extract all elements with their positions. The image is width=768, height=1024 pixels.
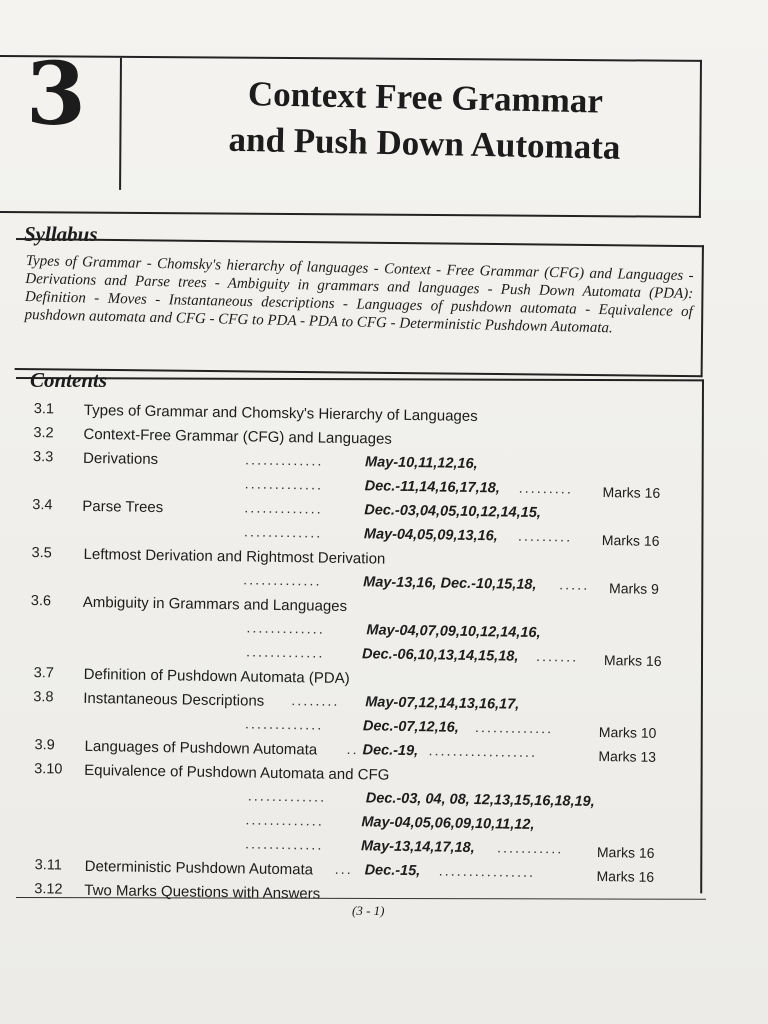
- leader-dots: .....: [559, 577, 590, 594]
- toc-marks: Marks 16: [596, 867, 655, 885]
- toc-title: Parse Trees: [82, 497, 164, 517]
- toc-marks: Marks 16: [603, 652, 662, 669]
- leader-dots: .............: [244, 836, 324, 854]
- toc-dates: Dec.-15,: [364, 862, 421, 880]
- toc-dates: May-04,05,09,13,16,: [363, 526, 498, 545]
- toc-dates: May-13,16, Dec.-10,15,18,: [363, 574, 537, 593]
- chapter-title-line1: Context Free Grammar: [247, 74, 604, 121]
- leader-dots: .............: [244, 476, 324, 494]
- leader-dots: ................: [438, 863, 536, 881]
- toc-title: Context-Free Grammar (CFG) and Languages: [83, 425, 393, 448]
- toc-number: 3.8: [33, 689, 54, 706]
- toc-number: 3.10: [34, 761, 63, 778]
- toc-number: 3.1: [33, 401, 55, 418]
- toc-dates: Dec.-06,10,13,14,15,18,: [361, 646, 519, 665]
- toc-marks: Marks 10: [598, 723, 657, 741]
- toc-dates: May-04,05,06,09,10,11,12,: [361, 814, 535, 833]
- toc-dates: Dec.-11,14,16,17,18,: [364, 478, 500, 497]
- toc-marks: Marks 16: [596, 843, 655, 861]
- toc-dates: May-13,14,17,18,: [360, 838, 475, 857]
- leader-dots: .............: [244, 452, 324, 470]
- leader-dots: .........: [517, 528, 573, 546]
- chapter-title-line2: and Push Down Automata: [228, 119, 621, 167]
- toc-title: Deterministic Pushdown Automata: [84, 857, 314, 879]
- toc-title: Two Marks Questions with Answers: [84, 881, 321, 903]
- toc-marks: Marks 16: [602, 484, 661, 501]
- toc-title: Leftmost Derivation and Rightmost Derivation: [83, 545, 386, 568]
- leader-dots: .............: [246, 620, 325, 638]
- chapter-number: 3: [26, 44, 86, 145]
- toc-number: 3.6: [30, 593, 52, 610]
- toc-title: Types of Grammar and Chomsky's Hierarchy of Languages: [83, 401, 478, 426]
- leader-dots: ...........: [496, 840, 564, 858]
- toc-title: Instantaneous Descriptions: [83, 689, 265, 710]
- page-number: (3 - 1): [352, 903, 385, 918]
- toc-title: Definition of Pushdown Automata (PDA): [83, 665, 350, 688]
- toc-marks: Marks 9: [608, 580, 660, 597]
- toc-number: 3.5: [31, 545, 52, 562]
- toc-dates: May-04,07,09,10,12,14,16,: [366, 622, 541, 642]
- toc-marks: Marks 16: [601, 532, 660, 549]
- toc-number: 3.2: [33, 425, 54, 442]
- leader-dots: .............: [243, 572, 322, 590]
- toc-number: 3.9: [34, 737, 55, 754]
- contents-heading: Contents: [30, 368, 108, 392]
- toc-number: 3.3: [32, 449, 54, 466]
- toc-dates: Dec.-03,04,05,10,12,14,15,: [364, 502, 541, 522]
- leader-dots: .........: [518, 480, 574, 498]
- leader-dots: .............: [247, 788, 327, 806]
- toc-dates: Dec.-19,: [362, 742, 419, 760]
- toc-number: 3.11: [34, 857, 62, 874]
- leader-dots: ...: [334, 861, 353, 879]
- leader-dots: .............: [245, 644, 325, 662]
- toc-title: Languages of Pushdown Automata: [84, 737, 318, 759]
- toc-dates: May-07,12,14,13,16,17,: [365, 694, 520, 713]
- toc-dates: May-10,11,12,16,: [364, 454, 478, 473]
- syllabus-heading: Syllabus: [24, 222, 98, 246]
- leader-dots: .............: [244, 500, 323, 518]
- toc-title: Equivalence of Pushdown Automata and CFG: [84, 761, 390, 784]
- leader-dots: ........: [291, 693, 340, 710]
- syllabus-text: Types of Grammar - Chomsky's hierarchy of languages - Context - Free Grammar (CFG) and Languages - Derivations and Parse trees - Ambiguity in grammars and languages - Push Down Automata (PDA): Definition - Moves - Instantaneous descriptions - Languages of pushdown automata - Equivalence of pushdown automata and CFG - CFG to PDA - PDA to CFG - Deterministic Pushdown Automata.: [24, 252, 694, 337]
- leader-dots: .............: [474, 720, 554, 738]
- toc-marks: Marks 13: [598, 747, 657, 765]
- leader-dots: ..: [346, 742, 359, 759]
- leader-dots: .......: [535, 648, 579, 666]
- toc-number: 3.7: [33, 665, 55, 682]
- toc-title: Derivations: [82, 449, 159, 469]
- leader-dots: .............: [245, 812, 324, 830]
- toc-dates: Dec.-03, 04, 08, 12,13,15,16,18,19,: [365, 790, 595, 810]
- leader-dots: ..................: [428, 743, 538, 762]
- toc-dates: Dec.-07,12,16,: [362, 718, 459, 736]
- toc-number: 3.12: [34, 881, 63, 898]
- leader-dots: .............: [243, 524, 323, 542]
- toc-number: 3.4: [32, 497, 53, 514]
- leader-dots: .............: [244, 716, 324, 734]
- toc-title: Ambiguity in Grammars and Languages: [82, 593, 348, 616]
